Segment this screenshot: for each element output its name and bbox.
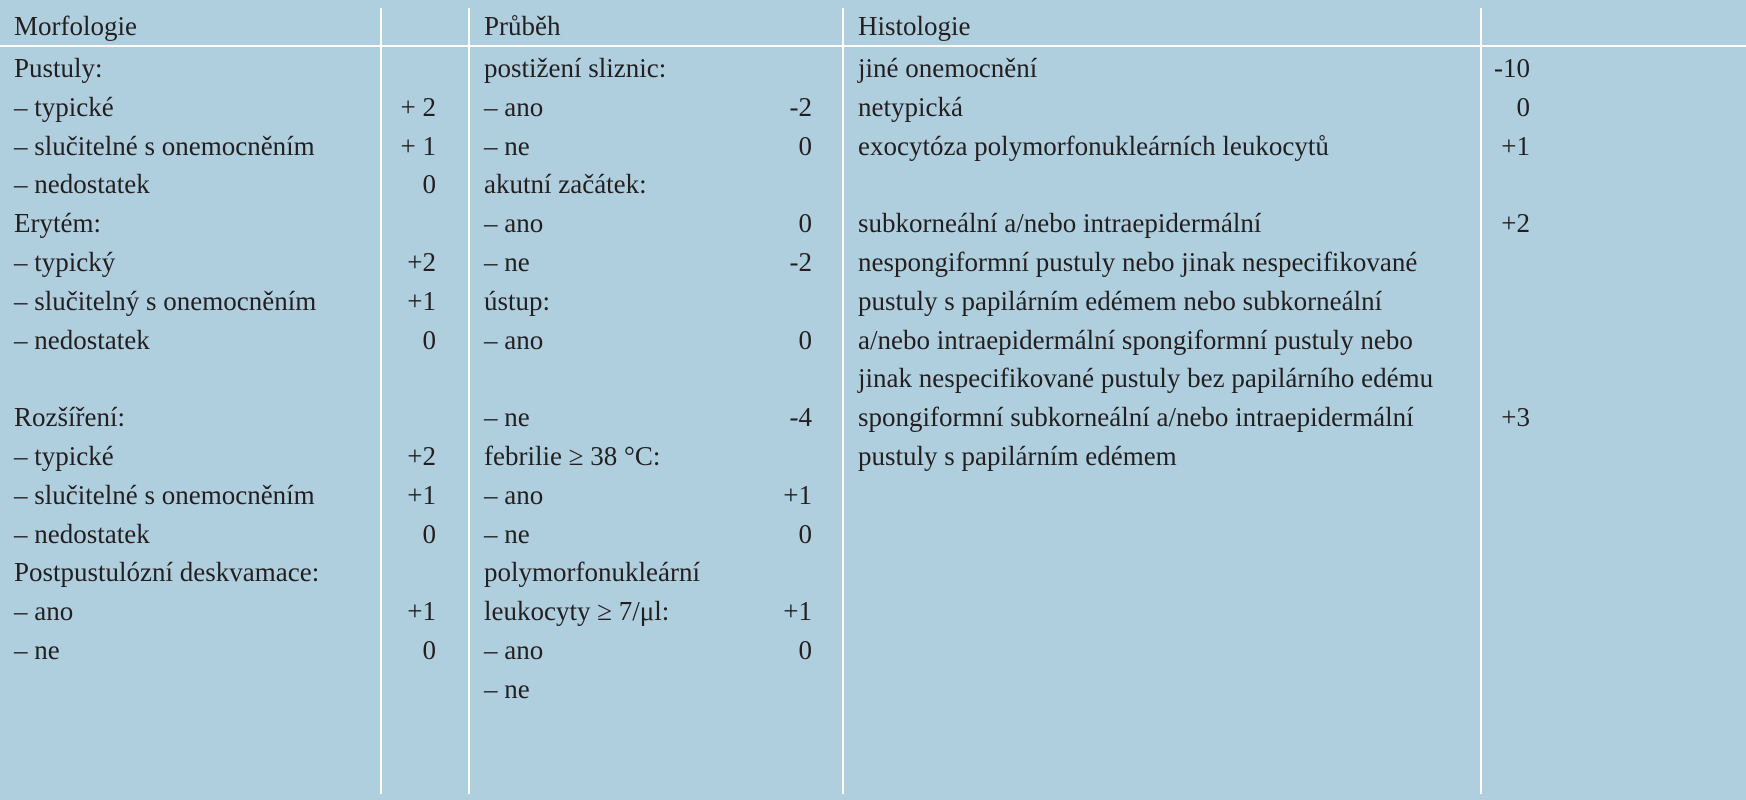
header-histologie: Histologie xyxy=(858,11,971,41)
row-label: Erytém: xyxy=(14,208,101,239)
row-score: 0 xyxy=(798,635,812,665)
row-label: spongiformní subkorneální a/nebo intraepidermální xyxy=(858,402,1414,433)
row-label: – ano xyxy=(484,208,544,239)
row-score: + 1 xyxy=(400,130,436,161)
row-label: – ne xyxy=(484,402,530,433)
row-label: subkorneální a/nebo intraepidermální xyxy=(858,208,1262,239)
row-score xyxy=(1410,281,1530,321)
row-label: exocytóza polymorfonukleárních leukocytů xyxy=(858,130,1329,161)
column-divider xyxy=(468,8,470,794)
row-label: – typické xyxy=(14,441,114,471)
row-score: +1 xyxy=(407,479,436,510)
row-label: – slučitelný s onemocněním xyxy=(14,285,317,316)
row-label: polymorfonukleární xyxy=(484,557,700,588)
row-label: a/nebo intraepidermální spongiformní pustuly nebo xyxy=(858,324,1413,355)
row-score: +1 xyxy=(783,479,812,510)
row-score: +1 xyxy=(1501,130,1530,161)
row-label: jiné onemocnění xyxy=(858,53,1038,83)
row-score: 0 xyxy=(798,518,812,549)
row-score: -2 xyxy=(789,247,812,277)
row-label: – ano xyxy=(484,479,544,510)
row-label: – typické xyxy=(14,91,114,122)
row-label: – slučitelné s onemocněním xyxy=(14,130,315,161)
row-label: Postpustulózní deskvamace: xyxy=(14,557,320,588)
row-score: +1 xyxy=(407,596,436,627)
row-label: febrilie ≥ 38 °C: xyxy=(484,441,661,471)
row-score xyxy=(1410,242,1530,282)
row-score xyxy=(692,281,812,321)
row-score xyxy=(692,436,812,476)
row-label: – ne xyxy=(484,247,530,277)
row-score: 0 xyxy=(422,635,436,665)
header-prubeh: Průběh xyxy=(484,11,561,41)
row-score: 0 xyxy=(422,169,436,200)
row-label: – ne xyxy=(484,673,530,704)
column-divider xyxy=(842,8,844,794)
row-score xyxy=(316,397,436,437)
row-label: – ne xyxy=(484,518,530,549)
row-label: leukocyty ≥ 7/μl: xyxy=(484,596,670,627)
row-label: – typický xyxy=(14,247,116,277)
row-score xyxy=(316,552,436,592)
row-label: pustuly s papilárním edémem nebo subkorneální xyxy=(858,285,1383,316)
row-label: ústup: xyxy=(484,285,551,316)
row-score: +1 xyxy=(783,596,812,627)
row-label: – ano xyxy=(484,324,544,355)
row-score xyxy=(692,358,812,398)
row-label: – slučitelné s onemocněním xyxy=(14,479,315,510)
row-score: 0 xyxy=(798,130,812,161)
row-score: 0 xyxy=(1516,91,1530,122)
header-morfologie: Morfologie xyxy=(14,11,137,41)
row-label: postižení sliznic: xyxy=(484,53,667,83)
row-label: – ano xyxy=(484,635,544,665)
row-score xyxy=(1410,358,1530,398)
row-score xyxy=(1410,436,1530,476)
row-score: 0 xyxy=(798,324,812,355)
row-score xyxy=(1410,164,1530,204)
row-score: +2 xyxy=(1501,208,1530,239)
row-score xyxy=(692,669,812,709)
row-label: nespongiformní pustuly nebo jinak nespecifikované xyxy=(858,247,1418,277)
row-label: Rozšíření: xyxy=(14,402,125,433)
row-label: – nedostatek xyxy=(14,324,150,355)
row-label: jinak nespecifikované pustuly bez papilárního edému xyxy=(858,363,1434,394)
row-label: akutní začátek: xyxy=(484,169,647,200)
row-score xyxy=(1410,320,1530,360)
row-score: + 2 xyxy=(400,91,436,122)
row-score xyxy=(692,48,812,88)
row-score: 0 xyxy=(422,324,436,355)
row-score xyxy=(316,48,436,88)
row-score xyxy=(316,358,436,398)
row-score xyxy=(692,552,812,592)
row-score: +2 xyxy=(407,441,436,471)
row-label: – ano xyxy=(484,91,544,122)
row-score: -4 xyxy=(789,402,812,433)
row-score: -10 xyxy=(1494,53,1530,83)
row-score: 0 xyxy=(422,518,436,549)
row-label: – ano xyxy=(14,596,74,627)
row-label: – ne xyxy=(484,130,530,161)
row-label: – nedostatek xyxy=(14,169,150,200)
row-label: Pustuly: xyxy=(14,53,103,83)
row-score xyxy=(316,203,436,243)
row-score: +2 xyxy=(407,247,436,277)
row-score: -2 xyxy=(789,91,812,122)
row-label: netypická xyxy=(858,91,963,122)
row-label: – nedostatek xyxy=(14,518,150,549)
row-score xyxy=(692,164,812,204)
row-label: pustuly s papilárním edémem xyxy=(858,441,1177,471)
row-label: – ne xyxy=(14,635,60,665)
row-score: 0 xyxy=(798,208,812,239)
row-score: +1 xyxy=(407,285,436,316)
row-score: +3 xyxy=(1501,402,1530,433)
